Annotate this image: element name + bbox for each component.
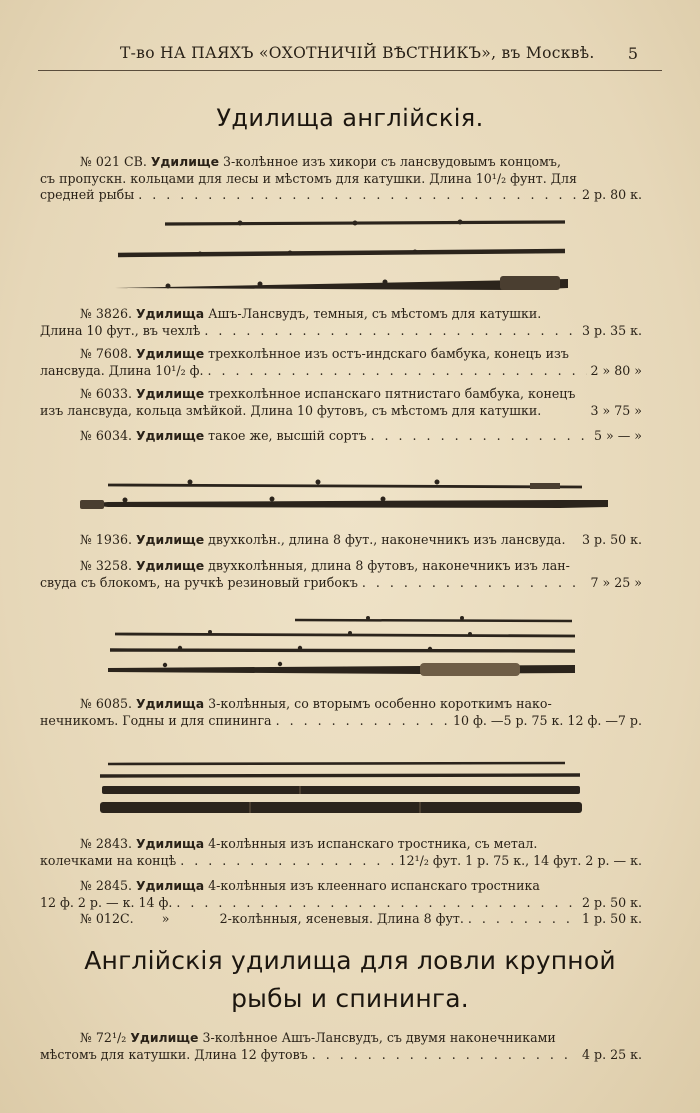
entry-6033: [40, 386, 642, 419]
entry-number: № 3826.: [80, 306, 132, 321]
entry-text: 3-колѣнное изъ хикори съ лансвудовымъ концомъ,: [223, 154, 561, 169]
entry-number: № 2843.: [80, 836, 132, 851]
entry-keyword: Удилище: [130, 1030, 199, 1045]
entry-text: Длина 10 фут., въ чехлѣ: [40, 322, 201, 338]
entry-number: № 72¹/₂: [80, 1030, 127, 1045]
entry-price: 2 » 80 »: [590, 362, 642, 378]
section-title-line: Англійскія удилища для ловли крупной: [84, 946, 616, 975]
entry-keyword: Удилища: [136, 878, 205, 893]
rod-group-4: [0, 756, 700, 820]
entry-text: нечникомъ. Годны и для спининга: [40, 712, 272, 728]
entry-keyword: Удилище: [136, 428, 205, 443]
entry-keyword: Удилище: [136, 558, 205, 573]
entry-keyword: Удилище: [136, 346, 205, 361]
entry-price: 3 » 75 »: [590, 402, 642, 418]
rod-illustration: [80, 480, 608, 510]
entry-text: трехколѣнное испанскаго пятнистаго бамбука, конецъ: [208, 386, 576, 401]
entry-price: 2 р. 80 к.: [582, 187, 642, 202]
entry-text: 2-колѣнныя, ясеневыя. Длина 8 фут.: [219, 911, 464, 926]
entry-price: 1 р. 50 к.: [582, 911, 642, 926]
entry-price: 7 » 25 »: [590, 574, 642, 590]
entry-72-half: [40, 1030, 642, 1063]
rod-group-1: [0, 210, 700, 300]
entry-keyword: Удилище: [136, 386, 205, 401]
rod-illustration: [108, 616, 575, 676]
entry-price: 4 р. 25 к.: [582, 1046, 642, 1062]
entry-keyword: Удилища: [136, 836, 205, 851]
entry-text: 12 ф. 2 р. — к. 14 ф.: [40, 894, 173, 910]
rod-illustration: [100, 763, 582, 813]
entry-text: колечками на концѣ: [40, 852, 177, 868]
entry-text: двухколѣнныя, длина 8 футовъ, наконечникъ изъ лан-: [208, 558, 570, 573]
entry-number: № 021 СВ.: [80, 154, 147, 169]
entry-text: Ашъ-Лансвудъ, темныя, съ мѣстомъ для катушки.: [208, 306, 542, 321]
entry-price: 2 р. 50 к.: [582, 894, 642, 910]
page-number: 5: [627, 44, 638, 63]
entry-6085: [40, 696, 642, 729]
entry-text: съ пропускн. кольцами для лесы и мѣстомъ для катушки. Длина 10¹/₂ фунт. Для: [40, 170, 577, 186]
entry-price: 3 р. 50 к.: [582, 532, 642, 547]
entry-text: 4-колѣнныя изъ клееннаго испанскаго тростника: [208, 878, 540, 893]
ditto-mark: »: [161, 911, 170, 926]
entry-number: № 6085.: [80, 696, 132, 711]
section-title-line: рыбы и спининга.: [231, 984, 469, 1013]
section-title-english-rods: Удилища англійскія.: [216, 104, 484, 132]
entry-text: трехколѣнное изъ остъ-индскаго бамбука, конецъ изъ: [208, 346, 569, 361]
entry-3826: [40, 306, 642, 339]
entry-price: 10 ф. —5 р. 75 к. 12 ф. —7 р.: [452, 712, 642, 728]
entry-number: № 012С.: [80, 911, 134, 926]
entry-3258: [40, 558, 642, 591]
entry-6034: [40, 428, 642, 445]
entry-text: двухколѣн., длина 8 фут., наконечникъ изъ лансвуда.: [208, 532, 566, 547]
entry-price: 3 р. 35 к.: [582, 322, 642, 338]
entry-price: 5 » — »: [593, 428, 642, 443]
entry-7608: [40, 346, 642, 379]
entry-number: № 6033.: [80, 386, 132, 401]
entry-keyword: Удилища: [136, 306, 205, 321]
section-title-large-fish-rods: [0, 942, 700, 1018]
entry-number: № 7608.: [80, 346, 132, 361]
header-title: Т-во НА ПАЯХЪ «ОХОТНИЧІЙ ВѢСТНИКЪ», въ Москвѣ.: [120, 44, 595, 62]
entry-012c: [40, 911, 642, 928]
rod-illustration: [115, 220, 568, 291]
entry-text: изъ лансвуда, кольца змѣйкой. Длина 10 футовъ, съ мѣстомъ для катушки.: [40, 402, 542, 418]
entry-text: 4-колѣнныя изъ испанскаго тростника, съ метал.: [208, 836, 538, 851]
entry-number: № 1936.: [80, 532, 132, 547]
entry-text: 3-колѣнныя, со вторымъ особенно короткимъ нако-: [208, 696, 552, 711]
entry-text: лансвуда. Длина 10¹/₂ ф.: [40, 362, 204, 378]
entry-021: [40, 154, 642, 204]
entry-text: свуда съ блокомъ, на ручкѣ резиновый грибокъ: [40, 574, 358, 590]
entry-text: такое же, высшій сортъ: [208, 428, 367, 443]
entry-2845: [40, 878, 642, 911]
rod-group-2: [0, 470, 700, 520]
entry-text: средней рыбы: [40, 187, 135, 202]
entry-1936: [40, 532, 642, 549]
entry-keyword: Удилища: [136, 696, 205, 711]
entry-keyword: Удилище: [136, 532, 205, 547]
entry-number: № 3258.: [80, 558, 132, 573]
entry-number: № 2845.: [80, 878, 132, 893]
page-header: [38, 44, 662, 71]
entry-price: 12¹/₂ фут. 1 р. 75 к., 14 фут. 2 р. — к.: [398, 852, 642, 868]
entry-2843: [40, 836, 642, 869]
entry-keyword: Удилище: [150, 154, 219, 169]
entry-text: 3-колѣнное Ашъ-Лансвудъ, съ двумя наконечниками: [202, 1030, 556, 1045]
rod-group-3: [0, 608, 700, 688]
entry-text: мѣстомъ для катушки. Длина 12 футовъ: [40, 1046, 308, 1062]
entry-number: № 6034.: [80, 428, 132, 443]
